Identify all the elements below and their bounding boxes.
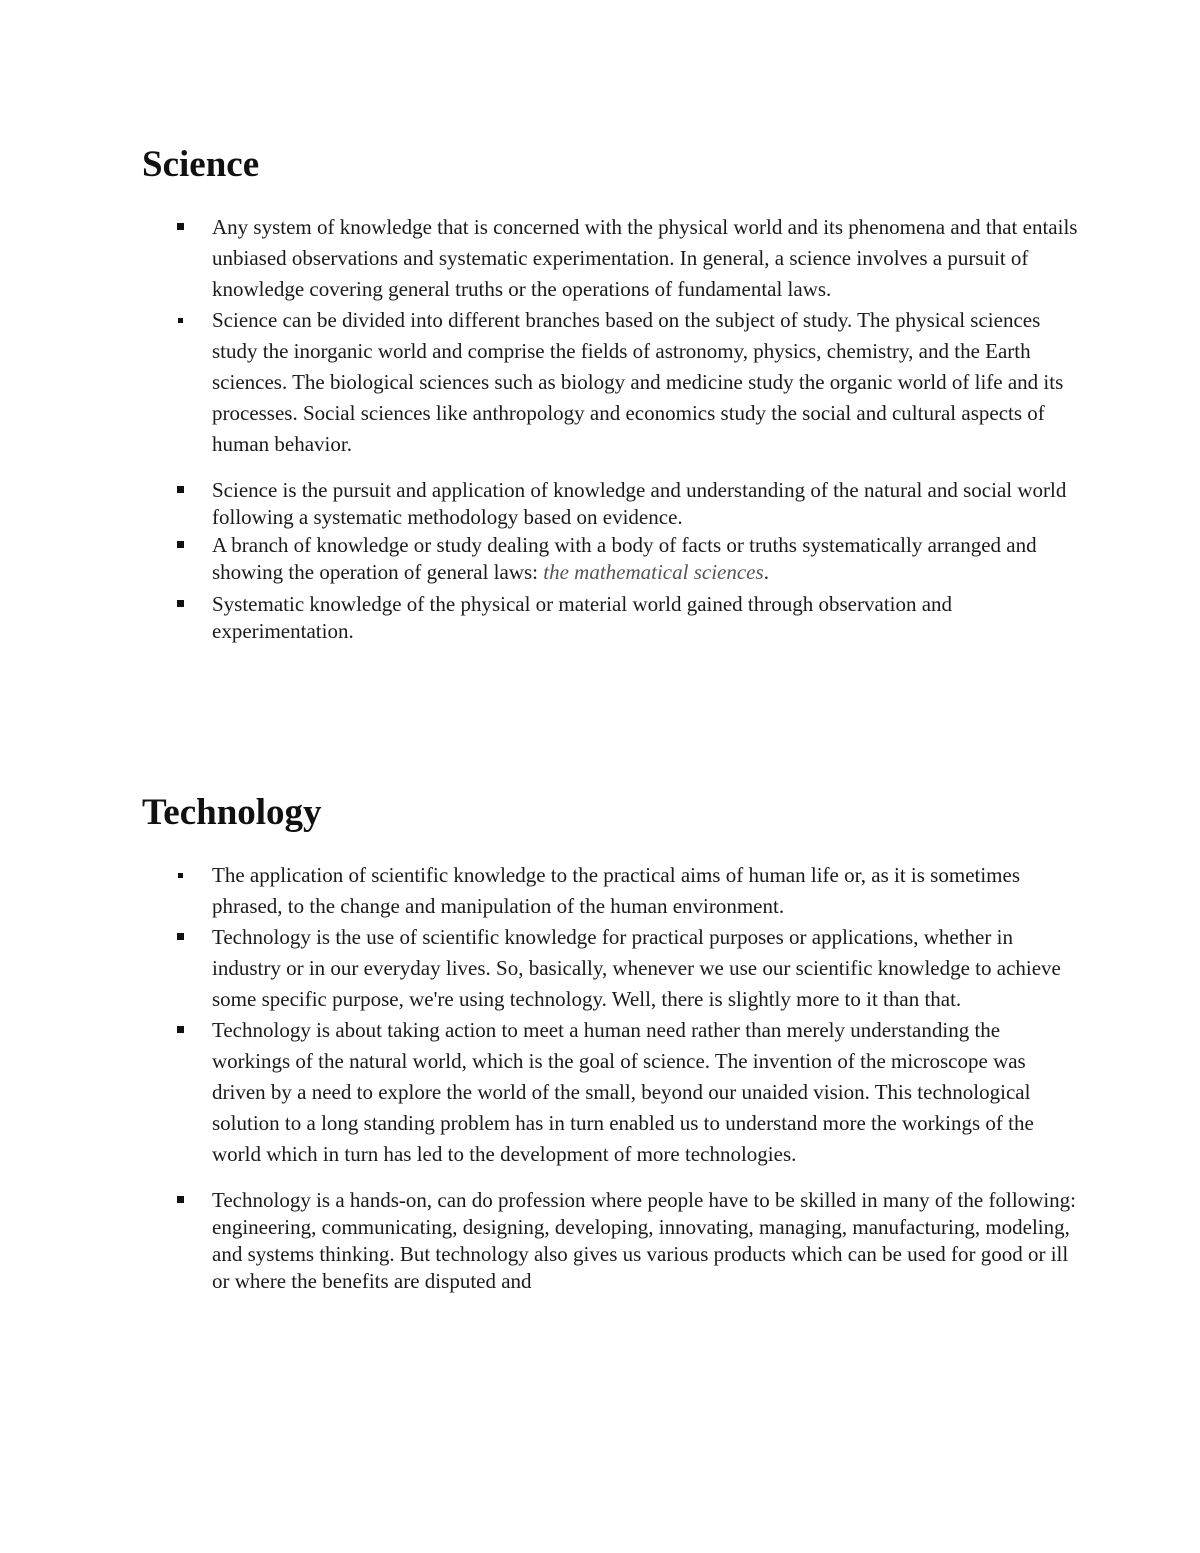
list-item-text: Systematic knowledge of the physical or material world gained through observation and experimentation. bbox=[212, 592, 953, 643]
square-bullet-icon bbox=[178, 873, 183, 878]
list-item-text: The application of scientific knowledge to the practical aims of human life or, as it is sometimes phrased, to the change and manipulation of the human environment. bbox=[212, 863, 1021, 918]
list-item-text: A branch of knowledge or study dealing with a body of facts or truths systematically arranged and showing the operation of general laws: bbox=[212, 533, 1037, 584]
square-bullet-icon bbox=[177, 600, 184, 607]
science-item-4 bbox=[0, 532, 1082, 586]
square-bullet-icon bbox=[177, 486, 184, 493]
list-item-text: Technology is the use of scientific knowledge for practical purposes or applications, whether in industry or in our everyday lives. So, basically, whenever we use our scientific knowledge to achieve some specific purpose, we're using technology. Well, there is slightly more to it than that. bbox=[212, 925, 1061, 1011]
square-bullet-icon bbox=[177, 223, 184, 230]
technology-item-4 bbox=[0, 1187, 1082, 1295]
technology-item-1 bbox=[0, 860, 1082, 922]
square-bullet-icon bbox=[177, 1026, 184, 1033]
science-item-3 bbox=[0, 477, 1082, 531]
science-item-1 bbox=[0, 212, 1082, 305]
list-item-text: Any system of knowledge that is concerned with the physical world and its phenomena and that entails unbiased observations and systematic experimentation. In general, a science involves a pursuit of knowledge covering general truths or the operations of fundamental laws. bbox=[212, 215, 1078, 301]
technology-heading: Technology bbox=[142, 792, 322, 833]
example-text: the mathematical sciences bbox=[543, 560, 764, 584]
science-item-2 bbox=[0, 305, 1082, 460]
square-bullet-icon bbox=[177, 1196, 184, 1203]
list-item-text: Technology is a hands-on, can do profession where people have to be skilled in many of the following: engineering, communicating, designing, developing, innovating, managing, manufacturing, modeling, and systems thinking. But technology also gives us various products which can be used for good or ill or where the benefits are disputed and bbox=[212, 1188, 1076, 1293]
square-bullet-icon bbox=[177, 541, 184, 548]
list-item-tail: . bbox=[763, 560, 769, 584]
square-bullet-icon bbox=[178, 318, 183, 323]
science-heading: Science bbox=[142, 144, 260, 185]
list-item-text: Science is the pursuit and application of knowledge and understanding of the natural and social world following a systematic methodology based on evidence. bbox=[212, 478, 1067, 529]
technology-item-2 bbox=[0, 922, 1082, 1015]
list-item-text: Technology is about taking action to meet a human need rather than merely understanding the workings of the natural world, which is the goal of science. The invention of the microscope was driven by a need to explore the world of the small, beyond our unaided vision. This technological solution to a long standing problem has in turn enabled us to understand more the workings of the world which in turn has led to the development of more technologies. bbox=[212, 1018, 1034, 1166]
science-item-5 bbox=[0, 591, 1082, 645]
technology-list bbox=[0, 860, 1200, 1295]
science-list bbox=[0, 212, 1200, 645]
list-item-text: Science can be divided into different branches based on the subject of study. The physical sciences study the inorganic world and comprise the fields of astronomy, physics, chemistry, and the Earth sciences. The biological sciences such as biology and medicine study the organic world of life and its processes. Social sciences like anthropology and economics study the social and cultural aspects of human behavior. bbox=[212, 308, 1064, 456]
square-bullet-icon bbox=[177, 933, 184, 940]
technology-item-3 bbox=[0, 1015, 1082, 1170]
